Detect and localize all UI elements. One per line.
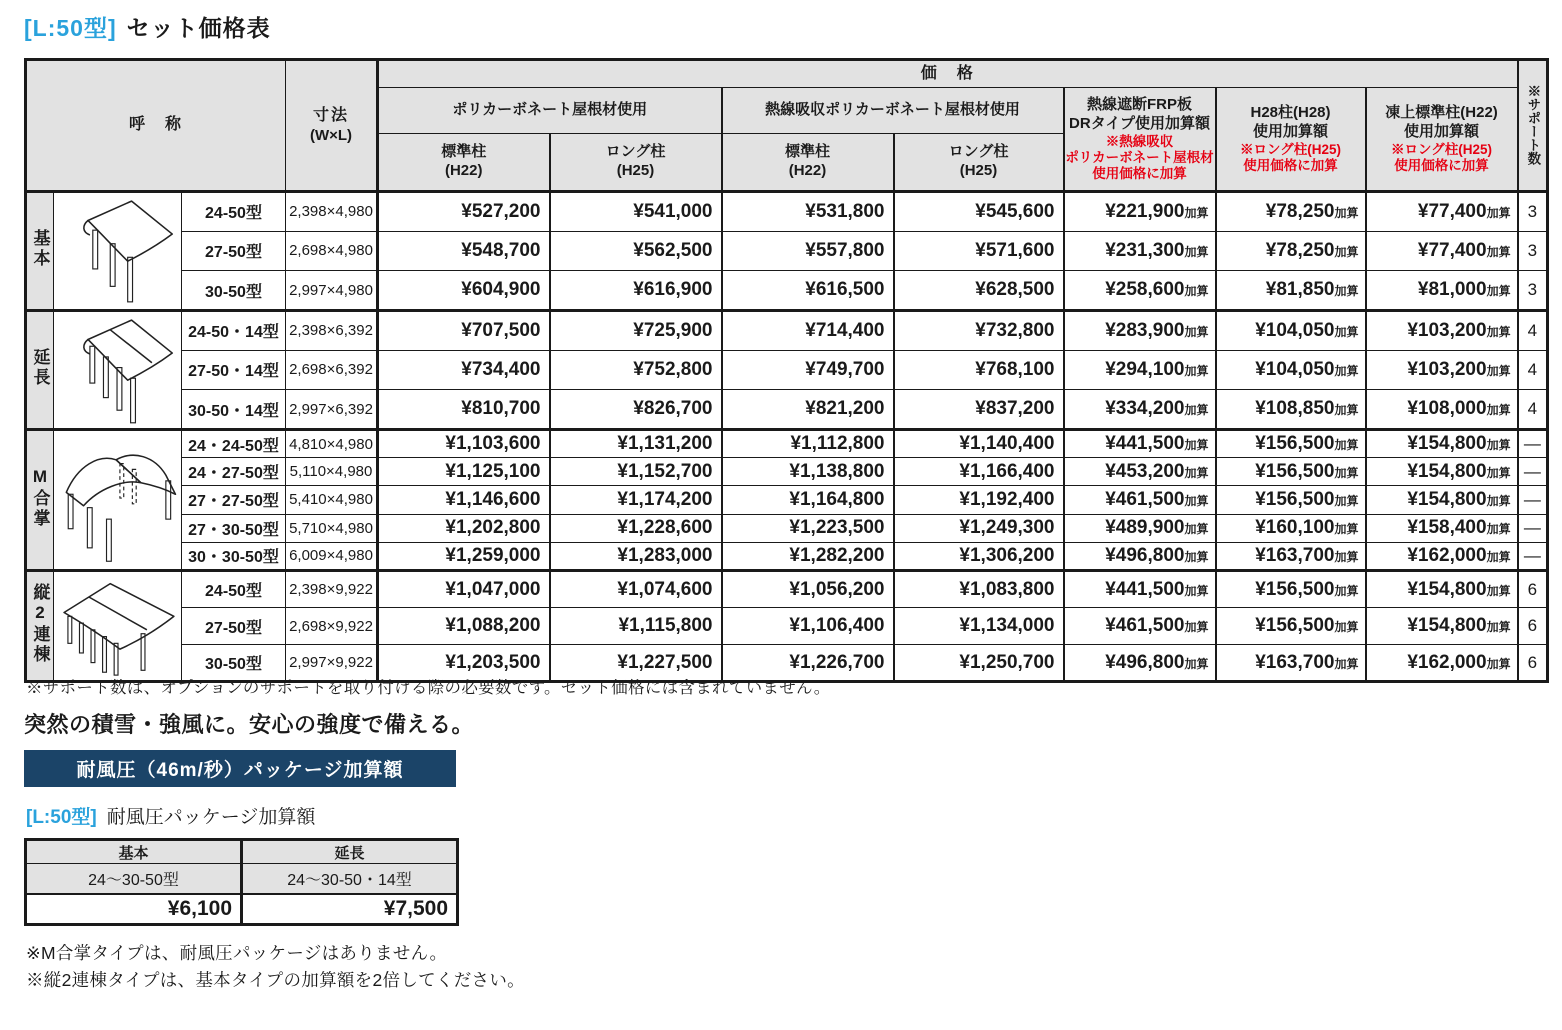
addition-price-cell (1216, 458, 1366, 486)
wind-package-table (24, 838, 459, 926)
model-name-cell: 30-50型 (182, 645, 286, 682)
addition-price-value: ¥221,900 (1105, 200, 1185, 222)
model-name-cell: 27-50型 (182, 608, 286, 645)
addition-price-cell (1366, 350, 1518, 390)
addition-price-value: ¥77,400 (1417, 239, 1487, 261)
addition-price-cell (1216, 231, 1366, 271)
price-cell: ¥768,100 (894, 350, 1064, 390)
price-cell: ¥707,500 (378, 311, 550, 351)
addition-price-cell (1064, 542, 1216, 570)
price-table-body (26, 192, 1548, 682)
addition-price-value: ¥154,800 (1407, 488, 1487, 510)
price-cell: ¥548,700 (378, 231, 550, 271)
header-dimensions: 寸法 (W×L) (286, 60, 378, 192)
dimension-cell: 4,810×4,980 (286, 430, 378, 458)
model-name-cell: 27・30-50型 (182, 514, 286, 542)
dimension-cell: 5,710×4,980 (286, 514, 378, 542)
support-count-cell: 3 (1518, 192, 1548, 232)
series-tag: [L:50型] (24, 15, 117, 41)
support-footnote: ※サポート数は、オプションのサポートを取り付ける際の必要数です。セット価格には含まれていません。 (26, 679, 831, 697)
header-polycarbonate: ポリカーボネート屋根材使用 (378, 88, 722, 134)
support-count-cell: 4 (1518, 390, 1548, 430)
addition-price-cell (1216, 608, 1366, 645)
wind-package-subtitle (26, 802, 315, 829)
support-count-cell: 4 (1518, 350, 1548, 390)
page-title-text: セット価格表 (126, 15, 271, 41)
support-count-cell: 3 (1518, 271, 1548, 311)
dimension-cell: 2,997×9,922 (286, 645, 378, 682)
support-count-cell: — (1518, 514, 1548, 542)
addition-suffix: 加算 (1334, 656, 1359, 671)
addition-price-value: ¥154,800 (1407, 433, 1487, 455)
addition-price-value: ¥156,500 (1255, 488, 1335, 510)
header-support-count: ※サポート数 (1518, 60, 1548, 192)
price-cell: ¥1,146,600 (378, 486, 550, 514)
price-cell: ¥1,259,000 (378, 542, 550, 570)
addition-suffix: 加算 (1184, 244, 1209, 259)
price-cell: ¥749,700 (722, 350, 894, 390)
header-frost-pillar-addition: 凍上標準柱(H22) 使用加算額 ※ロング柱(H25) 使用価格に加算 (1366, 88, 1518, 192)
addition-suffix: 加算 (1184, 403, 1209, 418)
header-standard-pillar-2: 標準柱 (H22) (722, 134, 894, 192)
addition-price-cell (1216, 542, 1366, 570)
price-cell: ¥1,103,600 (378, 430, 550, 458)
carport-roof-tandem-drawing (56, 574, 180, 678)
price-cell: ¥1,083,800 (894, 571, 1064, 608)
support-count-cell: — (1518, 486, 1548, 514)
addition-suffix: 加算 (1334, 583, 1359, 598)
group-label-tate2 (26, 571, 54, 682)
price-cell: ¥1,282,200 (722, 542, 894, 570)
price-cell: ¥734,400 (378, 350, 550, 390)
price-cell: ¥1,112,800 (722, 430, 894, 458)
price-cell: ¥1,166,400 (894, 458, 1064, 486)
carport-roof-m-gassho-drawing (56, 433, 180, 567)
addition-price-cell (1366, 542, 1518, 570)
wind-pressure-banner: 耐風圧（46m/秒）パッケージ加算額 (24, 750, 456, 787)
addition-suffix: 加算 (1486, 324, 1511, 339)
addition-price-value: ¥294,100 (1105, 358, 1185, 380)
addition-price-cell (1366, 192, 1518, 232)
dimension-cell: 2,398×4,980 (286, 192, 378, 232)
addition-price-value: ¥156,500 (1255, 578, 1335, 600)
addition-suffix: 加算 (1334, 324, 1359, 339)
addition-price-value: ¥103,200 (1407, 319, 1487, 341)
addition-suffix: 加算 (1334, 465, 1359, 480)
addition-suffix: 加算 (1184, 465, 1209, 480)
addition-price-cell (1216, 486, 1366, 514)
price-cell: ¥821,200 (722, 390, 894, 430)
price-cell: ¥1,088,200 (378, 608, 550, 645)
model-name-cell: 27-50・14型 (182, 350, 286, 390)
price-cell: ¥1,223,500 (722, 514, 894, 542)
addition-price-value: ¥334,200 (1105, 398, 1185, 420)
addition-price-value: ¥156,500 (1255, 615, 1335, 636)
price-cell: ¥752,800 (550, 350, 722, 390)
addition-price-value: ¥156,500 (1255, 460, 1335, 482)
addition-suffix: 加算 (1184, 438, 1209, 453)
addition-suffix: 加算 (1184, 620, 1209, 634)
support-count-cell: 6 (1518, 645, 1548, 682)
price-cell: ¥714,400 (722, 311, 894, 351)
addition-suffix: 加算 (1334, 205, 1359, 220)
addition-price-value: ¥461,500 (1105, 615, 1185, 636)
wind-col-basic-price: ¥6,100 (26, 894, 242, 925)
price-cell: ¥1,203,500 (378, 645, 550, 682)
addition-suffix: 加算 (1486, 620, 1511, 634)
addition-price-cell (1064, 390, 1216, 430)
addition-suffix: 加算 (1334, 493, 1359, 508)
dimension-cell: 2,997×4,980 (286, 271, 378, 311)
addition-price-cell (1064, 271, 1216, 311)
dimension-cell: 5,410×4,980 (286, 486, 378, 514)
support-count-cell: 6 (1518, 608, 1548, 645)
price-cell: ¥616,500 (722, 271, 894, 311)
addition-price-value: ¥108,850 (1255, 398, 1335, 420)
addition-suffix: 加算 (1486, 403, 1511, 418)
addition-price-value: ¥154,800 (1407, 615, 1487, 636)
addition-suffix: 加算 (1184, 656, 1209, 671)
model-name-cell: 24・24-50型 (182, 430, 286, 458)
addition-price-cell (1216, 192, 1366, 232)
carport-roof-basic-drawing (56, 195, 180, 307)
addition-price-value: ¥441,500 (1105, 578, 1185, 600)
group-label-text: 基本 (30, 228, 50, 269)
price-cell: ¥1,250,700 (894, 645, 1064, 682)
addition-price-value: ¥81,850 (1265, 279, 1335, 301)
price-cell: ¥1,226,700 (722, 645, 894, 682)
model-name-cell: 30-50・14型 (182, 390, 286, 430)
addition-price-cell (1064, 458, 1216, 486)
addition-price-cell (1366, 430, 1518, 458)
price-cell: ¥1,283,000 (550, 542, 722, 570)
price-cell: ¥604,900 (378, 271, 550, 311)
addition-price-cell (1064, 486, 1216, 514)
addition-price-cell (1366, 231, 1518, 271)
addition-price-value: ¥162,000 (1407, 544, 1487, 566)
price-cell: ¥1,047,000 (378, 571, 550, 608)
group-label-text: 延長 (30, 347, 50, 388)
price-cell: ¥531,800 (722, 192, 894, 232)
addition-price-cell (1216, 311, 1366, 351)
dimension-cell: 2,698×9,922 (286, 608, 378, 645)
addition-suffix: 加算 (1184, 284, 1209, 299)
group-label-mgassho (26, 430, 54, 571)
dimension-cell: 2,698×4,980 (286, 231, 378, 271)
wind-col-extension-header: 延長 (242, 840, 458, 864)
addition-price-value: ¥496,800 (1105, 544, 1185, 566)
page-title (24, 10, 271, 43)
header-standard-pillar-1: 標準柱 (H22) (378, 134, 550, 192)
addition-suffix: 加算 (1486, 205, 1511, 220)
addition-suffix: 加算 (1184, 583, 1209, 598)
price-cell: ¥571,600 (894, 231, 1064, 271)
addition-suffix: 加算 (1334, 438, 1359, 453)
price-cell: ¥1,306,200 (894, 542, 1064, 570)
addition-price-value: ¥154,800 (1407, 460, 1487, 482)
model-name-cell: 27-50型 (182, 231, 286, 271)
addition-price-value: ¥156,500 (1255, 433, 1335, 455)
addition-price-cell (1366, 608, 1518, 645)
addition-price-cell (1216, 430, 1366, 458)
price-cell: ¥545,600 (894, 192, 1064, 232)
header-frp-addition: 熱線遮断FRP板 DRタイプ使用加算額 ※熱線吸収 ポリカーボネート屋根材 使用価格に加算 (1064, 88, 1216, 192)
addition-price-value: ¥160,100 (1255, 517, 1335, 539)
addition-price-value: ¥461,500 (1105, 488, 1185, 510)
addition-price-value: ¥154,800 (1407, 578, 1487, 600)
price-cell: ¥616,900 (550, 271, 722, 311)
addition-suffix: 加算 (1334, 549, 1359, 564)
addition-price-cell (1064, 571, 1216, 608)
addition-suffix: 加算 (1486, 656, 1511, 671)
price-cell: ¥725,900 (550, 311, 722, 351)
dimension-cell: 2,698×6,392 (286, 350, 378, 390)
addition-suffix: 加算 (1184, 205, 1209, 220)
addition-price-cell (1366, 311, 1518, 351)
support-count-cell: — (1518, 430, 1548, 458)
carport-illustration-mgassho (54, 430, 182, 571)
addition-price-cell (1366, 645, 1518, 682)
header-name: 呼 称 (26, 60, 286, 192)
model-name-cell: 30・30-50型 (182, 542, 286, 570)
series-tag-2: [L:50型] (26, 807, 97, 828)
addition-suffix: 加算 (1184, 363, 1209, 378)
wind-col-basic-header: 基本 (26, 840, 242, 864)
addition-price-value: ¥78,250 (1265, 239, 1335, 261)
addition-suffix: 加算 (1486, 493, 1511, 508)
group-label-kihon (26, 192, 54, 311)
carport-roof-extension-drawing (56, 314, 180, 426)
bottom-notes (26, 940, 525, 994)
dimension-cell: 2,398×6,392 (286, 311, 378, 351)
addition-price-cell (1216, 645, 1366, 682)
support-count-cell: — (1518, 542, 1548, 570)
addition-price-value: ¥81,000 (1417, 279, 1487, 301)
wind-col-extension-price: ¥7,500 (242, 894, 458, 925)
addition-price-cell (1064, 231, 1216, 271)
addition-suffix: 加算 (1334, 284, 1359, 299)
addition-price-value: ¥78,250 (1265, 200, 1335, 222)
addition-price-value: ¥162,000 (1407, 651, 1487, 673)
price-cell: ¥527,200 (378, 192, 550, 232)
carport-illustration-encho (54, 311, 182, 430)
addition-price-cell (1366, 571, 1518, 608)
price-cell: ¥1,125,100 (378, 458, 550, 486)
addition-price-cell (1216, 571, 1366, 608)
addition-price-value: ¥441,500 (1105, 433, 1185, 455)
addition-price-value: ¥104,050 (1255, 358, 1335, 380)
price-cell: ¥1,152,700 (550, 458, 722, 486)
header-heat-absorbing-polycarbonate: 熱線吸収ポリカーボネート屋根材使用 (722, 88, 1064, 134)
wind-col-basic-model: 24〜30-50型 (26, 864, 242, 894)
dimension-cell: 2,997×6,392 (286, 390, 378, 430)
addition-price-cell (1216, 271, 1366, 311)
addition-price-cell (1366, 514, 1518, 542)
addition-suffix: 加算 (1486, 583, 1511, 598)
price-cell: ¥1,056,200 (722, 571, 894, 608)
addition-price-cell (1216, 390, 1366, 430)
addition-price-cell (1064, 192, 1216, 232)
price-cell: ¥541,000 (550, 192, 722, 232)
addition-price-cell (1216, 350, 1366, 390)
header-h28-pillar-addition: H28柱(H28) 使用加算額 ※ロング柱(H25) 使用価格に加算 (1216, 88, 1366, 192)
addition-suffix: 加算 (1184, 324, 1209, 339)
wind-col-extension-model: 24〜30-50・14型 (242, 864, 458, 894)
price-cell: ¥1,140,400 (894, 430, 1064, 458)
addition-price-value: ¥163,700 (1255, 544, 1335, 566)
addition-price-cell (1216, 514, 1366, 542)
price-cell: ¥1,249,300 (894, 514, 1064, 542)
price-cell: ¥562,500 (550, 231, 722, 271)
addition-price-cell (1064, 514, 1216, 542)
model-name-cell: 24-50型 (182, 192, 286, 232)
addition-price-cell (1064, 350, 1216, 390)
model-name-cell: 24・27-50型 (182, 458, 286, 486)
addition-price-value: ¥258,600 (1105, 279, 1185, 301)
addition-suffix: 加算 (1334, 522, 1359, 537)
note-tandem: ※縦2連棟タイプは、基本タイプの加算額を2倍してください。 (26, 970, 525, 991)
addition-suffix: 加算 (1334, 244, 1359, 259)
price-cell: ¥628,500 (894, 271, 1064, 311)
addition-price-cell (1064, 430, 1216, 458)
addition-suffix: 加算 (1486, 438, 1511, 453)
addition-price-value: ¥163,700 (1255, 651, 1335, 673)
price-cell: ¥1,134,000 (894, 608, 1064, 645)
header-long-pillar-2: ロング柱 (H25) (894, 134, 1064, 192)
dimension-cell: 6,009×4,980 (286, 542, 378, 570)
addition-price-value: ¥77,400 (1417, 200, 1487, 222)
addition-price-value: ¥103,200 (1407, 358, 1487, 380)
carport-illustration-kihon (54, 192, 182, 311)
price-cell: ¥1,174,200 (550, 486, 722, 514)
group-label-text: 縦2連棟 (30, 582, 50, 665)
price-cell: ¥732,800 (894, 311, 1064, 351)
set-price-table (24, 58, 1549, 683)
addition-suffix: 加算 (1486, 363, 1511, 378)
price-cell: ¥1,131,200 (550, 430, 722, 458)
wind-package-subtitle-text: 耐風圧パッケージ加算額 (106, 807, 316, 828)
strength-heading: 突然の積雪・強風に。安心の強度で備える。 (24, 712, 475, 737)
support-count-cell: 6 (1518, 571, 1548, 608)
price-cell: ¥1,074,600 (550, 571, 722, 608)
addition-price-value: ¥453,200 (1105, 460, 1185, 482)
addition-price-cell (1064, 311, 1216, 351)
addition-suffix: 加算 (1334, 363, 1359, 378)
group-label-text: M合掌 (30, 466, 50, 529)
addition-price-value: ¥108,000 (1407, 398, 1487, 420)
addition-suffix: 加算 (1486, 549, 1511, 564)
model-name-cell: 24-50・14型 (182, 311, 286, 351)
price-cell: ¥1,106,400 (722, 608, 894, 645)
addition-price-value: ¥231,300 (1105, 239, 1185, 261)
addition-suffix: 加算 (1334, 403, 1359, 418)
price-cell: ¥1,164,800 (722, 486, 894, 514)
price-cell: ¥1,202,800 (378, 514, 550, 542)
price-cell: ¥1,228,600 (550, 514, 722, 542)
addition-suffix: 加算 (1486, 284, 1511, 299)
addition-suffix: 加算 (1184, 549, 1209, 564)
addition-price-cell (1366, 271, 1518, 311)
dimension-cell: 2,398×9,922 (286, 571, 378, 608)
header-price: 価 格 (378, 60, 1518, 88)
note-m-gassho: ※M合掌タイプは、耐風圧パッケージはありません。 (26, 943, 448, 963)
addition-price-cell (1366, 458, 1518, 486)
price-cell: ¥837,200 (894, 390, 1064, 430)
addition-price-value: ¥158,400 (1407, 517, 1487, 539)
addition-price-value: ¥104,050 (1255, 319, 1335, 341)
addition-suffix: 加算 (1184, 493, 1209, 508)
carport-illustration-tate2 (54, 571, 182, 682)
addition-price-cell (1064, 645, 1216, 682)
support-count-cell: 3 (1518, 231, 1548, 271)
price-cell: ¥1,192,400 (894, 486, 1064, 514)
price-cell: ¥1,227,500 (550, 645, 722, 682)
addition-suffix: 加算 (1486, 465, 1511, 480)
dimension-cell: 5,110×4,980 (286, 458, 378, 486)
addition-price-cell (1366, 390, 1518, 430)
addition-price-value: ¥489,900 (1105, 517, 1185, 539)
addition-suffix: 加算 (1486, 522, 1511, 537)
addition-suffix: 加算 (1334, 620, 1359, 634)
price-cell: ¥1,115,800 (550, 608, 722, 645)
addition-suffix: 加算 (1486, 244, 1511, 259)
support-count-cell: — (1518, 458, 1548, 486)
addition-price-value: ¥283,900 (1105, 319, 1185, 341)
header-long-pillar-1: ロング柱 (H25) (550, 134, 722, 192)
addition-price-cell (1064, 608, 1216, 645)
price-cell: ¥557,800 (722, 231, 894, 271)
addition-price-value: ¥496,800 (1105, 651, 1185, 673)
price-cell: ¥1,138,800 (722, 458, 894, 486)
group-label-encho (26, 311, 54, 430)
support-count-cell: 4 (1518, 311, 1548, 351)
price-cell: ¥826,700 (550, 390, 722, 430)
price-cell: ¥810,700 (378, 390, 550, 430)
model-name-cell: 30-50型 (182, 271, 286, 311)
addition-suffix: 加算 (1184, 522, 1209, 537)
addition-price-cell (1366, 486, 1518, 514)
model-name-cell: 24-50型 (182, 571, 286, 608)
model-name-cell: 27・27-50型 (182, 486, 286, 514)
